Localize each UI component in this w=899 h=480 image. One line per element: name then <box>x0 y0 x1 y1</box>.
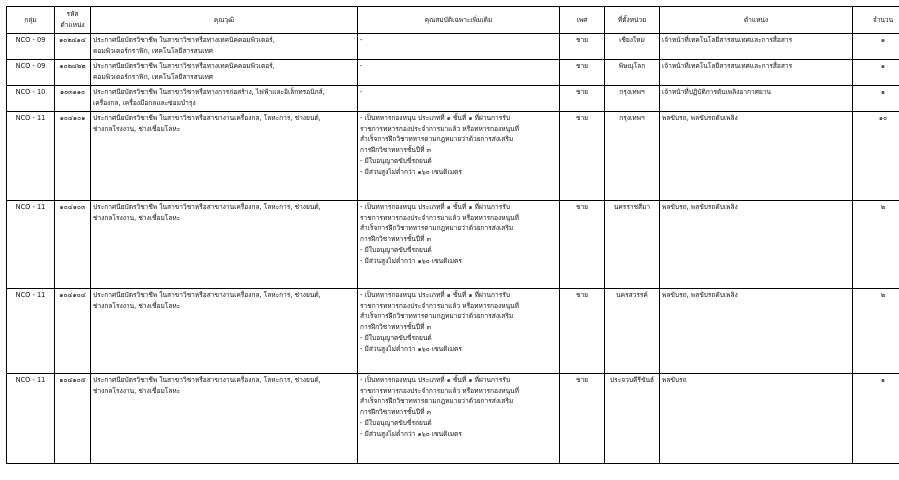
table-row <box>7 374 899 464</box>
count-cell: ๑ <box>853 60 899 86</box>
position-cell: เจ้าหน้าที่ปฏิบัติการดับเพลิงอากาศยาน <box>660 86 853 112</box>
qualification-cell: ประกาศนียบัตรวิชาชีพ ในสาขาวิชาหรือสาขางานเครื่องกล, โลหะการ, ช่างยนต์, ช่างกลโรงงาน, ช่างเชื่อมโลหะ <box>91 289 358 374</box>
additional-cell: - เป็นทหารกองหนุน ประเภทที่ ๑ ชั้นที่ ๑ ที่ผ่านการรับ ราชการทหารกองประจำการมาแล้ว หรือทหารกองหนุนที่ สำเร็จการฝึกวิชาทหารตามกฎหมายว่าด้วยการส่งเสริม การฝึกวิชาทหารชั้นปีที่ ๓ - มีใบอนุญาตขับขี่รถยนต์ - มีส่วนสูงไม่ต่ำกว่า ๑๖๐ เซนติเมตร <box>358 289 560 374</box>
code-cell: ๑๐๔๑๐๕ <box>55 374 91 464</box>
table-row <box>7 289 899 374</box>
header-unit-location: ที่ตั้งหน่วย <box>605 7 660 34</box>
count-cell: ๑๐ <box>853 112 899 201</box>
table-row <box>7 201 899 289</box>
qualification-cell: ประกาศนียบัตรวิชาชีพ ในสาขาวิชาหรือทางการก่อสร้าง, ไฟฟ้าและอิเล็กทรอนิกส์, เครื่องกล, เครื่องมือกลและซ่อมบำรุง <box>91 86 358 112</box>
location-cell: กรุงเทพฯ <box>605 112 660 201</box>
position-cell: พลขับรถ, พลขับรถดับเพลิง <box>660 289 853 374</box>
location-cell: นครสวรรค์ <box>605 289 660 374</box>
count-cell: ๒ <box>853 289 899 374</box>
qualification-cell: ประกาศนียบัตรวิชาชีพ ในสาขาวิชาหรือสาขางานเครื่องกล, โลหะการ, ช่างยนต์, ช่างกลโรงงาน, ช่างเชื่อมโลหะ <box>91 112 358 201</box>
additional-cell: - เป็นทหารกองหนุน ประเภทที่ ๑ ชั้นที่ ๑ ที่ผ่านการรับ ราชการทหารกองประจำการมาแล้ว หรือทหารกองหนุนที่ สำเร็จการฝึกวิชาทหารตามกฎหมายว่าด้วยการส่งเสริม การฝึกวิชาทหารชั้นปีที่ ๓ - มีใบอนุญาตขับขี่รถยนต์ - มีส่วนสูงไม่ต่ำกว่า ๑๖๐ เซนติเมตร <box>358 201 560 289</box>
count-cell: ๑ <box>853 34 899 60</box>
header-position: ตำแหน่ง <box>660 7 853 34</box>
position-cell: พลขับรถ, พลขับรถดับเพลิง <box>660 201 853 289</box>
location-cell: เชียงใหม่ <box>605 34 660 60</box>
table-row <box>7 34 899 60</box>
gender-cell: ชาย <box>560 289 605 374</box>
gender-cell: ชาย <box>560 374 605 464</box>
code-cell: ๑๐๒๔๑๔ <box>55 34 91 60</box>
group-cell: NCO - 11 <box>7 374 55 464</box>
code-cell: ๑๐๒๔๒๒ <box>55 60 91 86</box>
header-position-code: รหัส ตำแหน่ง <box>55 7 91 34</box>
group-cell: NCO - 09 <box>7 60 55 86</box>
additional-cell: - เป็นทหารกองหนุน ประเภทที่ ๑ ชั้นที่ ๑ ที่ผ่านการรับ ราชการทหารกองประจำการมาแล้ว หรือทหารกองหนุนที่ สำเร็จการฝึกวิชาทหารตามกฎหมายว่าด้วยการส่งเสริม การฝึกวิชาทหารชั้นปีที่ ๓ - มีใบอนุญาตขับขี่รถยนต์ - มีส่วนสูงไม่ต่ำกว่า ๑๖๐ เซนติเมตร <box>358 112 560 201</box>
group-cell: NCO - 09 <box>7 34 55 60</box>
qualification-cell: ประกาศนียบัตรวิชาชีพ ในสาขาวิชาหรือสาขางานเครื่องกล, โลหะการ, ช่างยนต์, ช่างกลโรงงาน, ช่างเชื่อมโลหะ <box>91 374 358 464</box>
additional-cell: - <box>358 60 560 86</box>
group-cell: NCO - 10 <box>7 86 55 112</box>
gender-cell: ชาย <box>560 34 605 60</box>
header-count: จำนวน <box>853 7 899 34</box>
location-cell: พิษณุโลก <box>605 60 660 86</box>
count-cell: ๑ <box>853 374 899 464</box>
gender-cell: ชาย <box>560 112 605 201</box>
code-cell: ๑๐๔๑๐๔ <box>55 289 91 374</box>
count-cell: ๑ <box>853 86 899 112</box>
position-cell: พลขับรถ <box>660 374 853 464</box>
qualification-cell: ประกาศนียบัตรวิชาชีพ ในสาขาวิชาหรือสาขางานเครื่องกล, โลหะการ, ช่างยนต์, ช่างกลโรงงาน, ช่างเชื่อมโลหะ <box>91 201 358 289</box>
additional-cell: - <box>358 34 560 60</box>
gender-cell: ชาย <box>560 86 605 112</box>
additional-cell: - เป็นทหารกองหนุน ประเภทที่ ๑ ชั้นที่ ๑ ที่ผ่านการรับ ราชการทหารกองประจำการมาแล้ว หรือทหารกองหนุนที่ สำเร็จการฝึกวิชาทหารตามกฎหมายว่าด้วยการส่งเสริม การฝึกวิชาทหารชั้นปีที่ ๓ - มีใบอนุญาตขับขี่รถยนต์ - มีส่วนสูงไม่ต่ำกว่า ๑๖๐ เซนติเมตร <box>358 374 560 464</box>
header-gender: เพศ <box>560 7 605 34</box>
location-cell: นครราชสีมา <box>605 201 660 289</box>
position-cell: พลขับรถ, พลขับรถดับเพลิง <box>660 112 853 201</box>
table-row <box>7 86 899 112</box>
header-additional-qualification: คุณสมบัติเฉพาะเพิ่มเติม <box>358 7 560 34</box>
group-cell: NCO - 11 <box>7 289 55 374</box>
header-row <box>7 7 899 34</box>
recruitment-table <box>6 6 899 464</box>
group-cell: NCO - 11 <box>7 201 55 289</box>
qualification-cell: ประกาศนียบัตรวิชาชีพ ในสาขาวิชาหรือทางเทคนิคคอมพิวเตอร์, คอมพิวเตอร์กราฟิก, เทคโนโลยีสารสนเทศ <box>91 34 358 60</box>
header-qualification: คุณวุฒิ <box>91 7 358 34</box>
code-cell: ๑๐๓๑๑๐ <box>55 86 91 112</box>
position-cell: เจ้าหน้าที่เทคโนโลยีสารสนเทศและการสื่อสาร <box>660 60 853 86</box>
code-cell: ๑๐๔๑๐๓ <box>55 201 91 289</box>
gender-cell: ชาย <box>560 60 605 86</box>
header-group: กลุ่ม <box>7 7 55 34</box>
group-cell: NCO - 11 <box>7 112 55 201</box>
location-cell: ประจวบคีรีขันธ์ <box>605 374 660 464</box>
count-cell: ๒ <box>853 201 899 289</box>
position-cell: เจ้าหน้าที่เทคโนโลยีสารสนเทศและการสื่อสาร <box>660 34 853 60</box>
additional-cell: - <box>358 86 560 112</box>
qualification-cell: ประกาศนียบัตรวิชาชีพ ในสาขาวิชาหรือทางเทคนิคคอมพิวเตอร์, คอมพิวเตอร์กราฟิก, เทคโนโลยีสารสนเทศ <box>91 60 358 86</box>
gender-cell: ชาย <box>560 201 605 289</box>
table-row <box>7 60 899 86</box>
location-cell: กรุงเทพฯ <box>605 86 660 112</box>
code-cell: ๑๐๔๑๐๑ <box>55 112 91 201</box>
table-row <box>7 112 899 201</box>
